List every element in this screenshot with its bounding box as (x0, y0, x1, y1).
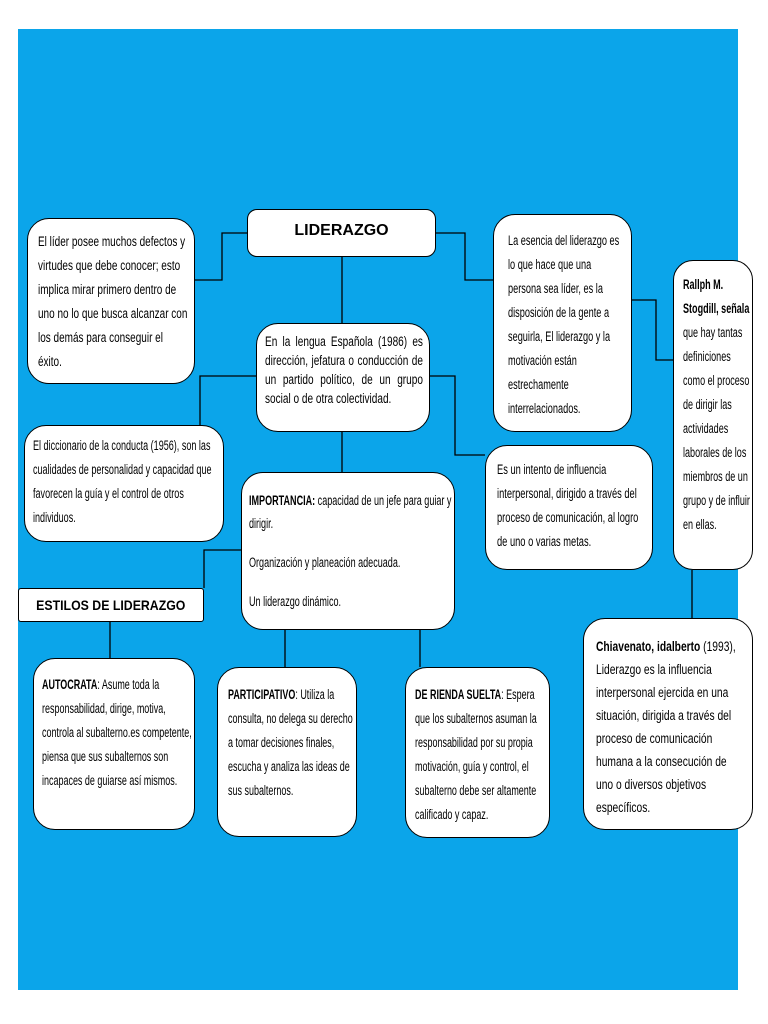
styles-title-box (18, 588, 204, 622)
title-text: LIDERAZGO (294, 222, 389, 239)
stogdill-name: Rallph M. Stogdill, señala (683, 277, 750, 316)
dictionary-box (24, 425, 224, 542)
right-top-box (493, 214, 632, 432)
autocrata-box (33, 658, 195, 830)
rienda-suelta-box (405, 667, 550, 838)
importance-box (241, 472, 455, 630)
styles-title-text: ESTILOS DE LIDERAZGO (36, 597, 186, 613)
center-definition-box (256, 323, 430, 432)
stogdill-box (673, 260, 753, 570)
center-definition-text: En la lengua Española (1986) es dirección, jefatura o conducción de un partido político, de un grupo social o de otra colectividad. (265, 334, 423, 406)
importance-label: IMPORTANCIA: (249, 493, 316, 508)
importance-text: capacidad de un jefe para guiar y dirigir. (249, 493, 452, 531)
chiavenato-text: (1993), Liderazgo es la influencia interpersonal ejercida en una situación, dirigida a través del proceso de comunicación humana a la consecución de uno o diversos objetivos específicos. (596, 639, 736, 815)
link-right-stogdill (632, 300, 673, 360)
chiavenato-name: Chiavenato, idalberto (596, 639, 701, 654)
right-top-text: La esencia del liderazgo es lo que hace que una persona sea líder, es la disposición de la gente a seguirla, El liderazgo y la motivación están estrechamente interrelacionados. (508, 233, 620, 416)
participativo-box (217, 667, 357, 837)
autocrata-label: AUTOCRATA (42, 677, 98, 692)
link-importance-styles (204, 550, 241, 588)
link-title-right (436, 233, 493, 280)
dictionary-text: El diccionario de la conducta (1956), son las cualidades de personalidad y capacidad que favorecen la guía y el control de otros individuos. (33, 438, 212, 525)
rienda-suelta-text: : Espera que los subalternos asuman la responsabilidad por su propia motivación, guía y control, el subalterno debe ser altamente calificado y capaz. (415, 687, 537, 822)
title-box (247, 209, 436, 257)
autocrata-text: : Asume toda la responsabilidad, dirige, motiva, controla al subalterno.es competente, piensa que sus subalternos son incapaces de guiarse así mismos. (42, 677, 192, 788)
link-center-dictionary (200, 376, 256, 425)
importance-line2: Organización y planeación adecuada. (249, 555, 401, 570)
influence-text: Es un intento de influencia interpersonal, dirigido a través del proceso de comunicación, al logro de uno o varias metas. (497, 462, 639, 549)
link-center-influence (430, 376, 485, 455)
left-top-box (27, 218, 195, 384)
importance-line3: Un liderazgo dinámico. (249, 594, 342, 609)
stogdill-text: que hay tantas definiciones como el proceso de dirigir las actividades laborales de los miembros de un grupo y de influir en ellas. (683, 325, 750, 532)
left-top-text: El líder posee muchos defectos y virtudes que debe conocer; esto implica mirar primero dentro de uno no lo que busca alcanzar con los demás para conseguir el éxito. (38, 234, 188, 369)
participativo-label: PARTICIPATIVO (228, 687, 296, 702)
influence-box (485, 445, 653, 570)
chiavenato-box (583, 618, 753, 830)
participativo-text: : Utiliza la consulta, no delega su derecho a tomar decisiones finales, escucha y analiza las ideas de sus subalternos. (228, 687, 353, 798)
link-title-left (195, 233, 247, 280)
rienda-suelta-label: DE RIENDA SUELTA (415, 687, 502, 702)
